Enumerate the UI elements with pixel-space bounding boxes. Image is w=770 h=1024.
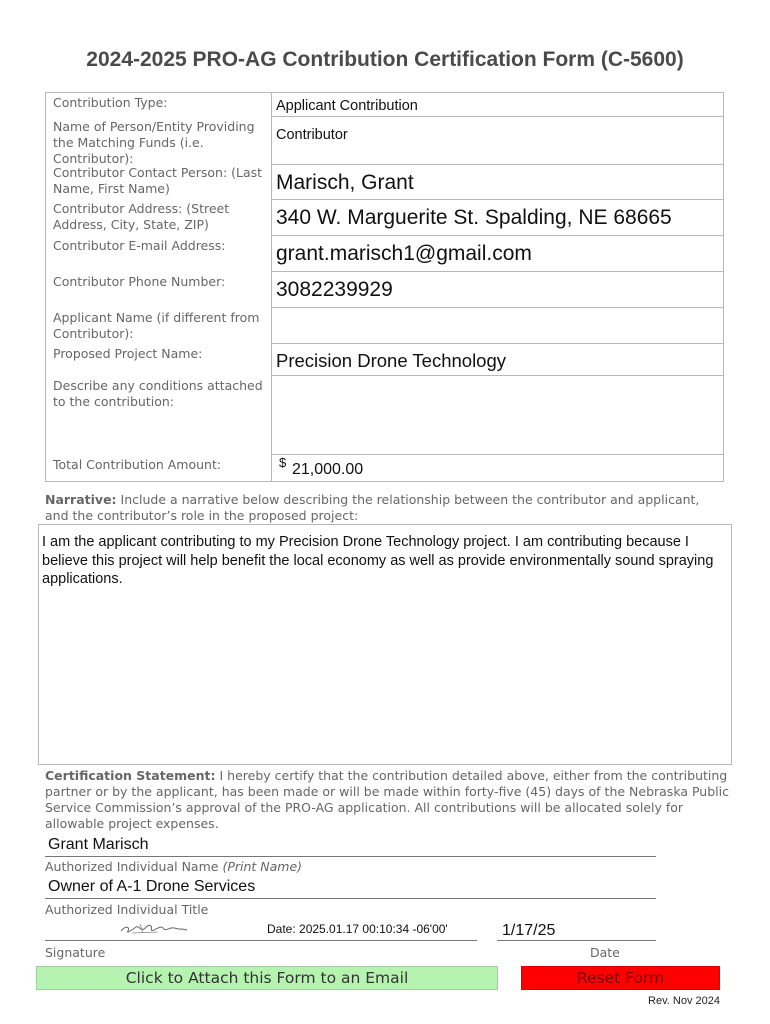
authorized-name-caption-text: Authorized Individual Name [45, 859, 219, 874]
row-project-name [46, 344, 723, 376]
revision-note: Rev. Nov 2024 [648, 995, 720, 1007]
authorized-title-value[interactable]: Owner of A-1 Drone Services [48, 878, 256, 895]
form-title: 2024-2025 PRO-AG Contribution Certification Form (C-5600) [86, 48, 684, 71]
certification-heading: Certification Statement: [45, 768, 216, 783]
reset-form-button[interactable]: Reset Form [521, 966, 720, 990]
contact-person-value: Marisch, Grant [276, 171, 414, 194]
conditions-label: Describe any conditions attached to the contribution: [53, 378, 263, 409]
authorized-title-caption: Authorized Individual Title [45, 902, 209, 917]
certification-text: I hereby certify that the contribution detailed above, either from the contributing partner or by the applicant, has been made or will be made within forty-five (45) days of the Nebraska Public Service Commission’s approval of the PRO-AG application. All contributions will be allocated solely for allowable project expenses. [45, 768, 729, 831]
row-conditions [46, 376, 723, 455]
narrative-instructions-text: Include a narrative below describing the relationship between the contributor and applicant, and the contributor’s role in the proposed project: [45, 492, 700, 523]
project-name-value: Precision Drone Technology [276, 350, 507, 371]
row-email [46, 236, 723, 272]
authorized-name-value[interactable]: Grant Marisch [48, 836, 149, 853]
authorized-name-line [45, 856, 656, 857]
person-entity-label: Name of Person/Entity Providing the Matching Funds (i.e. Contributor): [53, 119, 255, 166]
narrative-text: I am the applicant contributing to my Precision Drone Technology project. I am contributing because I believe this project will help benefit the local economy as well as provide environmentally sound spraying applications. [42, 534, 714, 587]
address-value: 340 W. Marguerite St. Spalding, NE 68665 [276, 206, 672, 229]
email-label: Contributor E-mail Address: [53, 238, 226, 253]
row-applicant-name [46, 308, 723, 344]
date-line [497, 940, 656, 941]
row-contribution-type [46, 93, 723, 117]
conditions-field[interactable] [271, 376, 723, 455]
authorized-title-line [45, 898, 656, 899]
print-name-note: (Print Name) [222, 859, 303, 874]
row-address [46, 200, 723, 236]
total-amount-value: 21,000.00 [292, 461, 364, 478]
handwritten-signature [118, 918, 190, 938]
phone-value: 3082239929 [276, 278, 393, 301]
project-name-label: Proposed Project Name: [53, 346, 203, 361]
date-caption: Date [590, 945, 620, 960]
applicant-name-label: Applicant Name (if different from Contributor): [53, 310, 260, 341]
address-label: Contributor Address: (Street Address, City, State, ZIP) [53, 201, 230, 232]
narrative-heading: Narrative: [45, 492, 117, 507]
contact-person-label: Contributor Contact Person: (Last Name, First Name) [53, 165, 263, 196]
contribution-type-label: Contribution Type: [53, 95, 168, 110]
attach-email-button[interactable]: Click to Attach this Form to an Email [36, 966, 498, 990]
row-contact-person [46, 165, 723, 200]
contribution-type-value: Applicant Contribution [276, 98, 418, 114]
authorized-name-caption [45, 859, 302, 874]
signature-caption: Signature [45, 945, 106, 960]
row-total-amount [46, 455, 723, 482]
narrative-instructions [45, 492, 725, 524]
row-person-entity [46, 117, 723, 165]
row-phone [46, 272, 723, 308]
contribution-table [45, 92, 724, 482]
person-entity-value: Contributor [276, 127, 348, 143]
certification-statement [45, 768, 735, 832]
signature-line[interactable] [45, 940, 477, 941]
applicant-name-field[interactable] [271, 308, 723, 344]
signature-date-stamp: Date: 2025.01.17 00:10:34 -06'00' [267, 922, 448, 936]
email-value: grant.marisch1@gmail.com [276, 242, 532, 265]
currency-symbol: $ [279, 455, 287, 470]
total-amount-label: Total Contribution Amount: [53, 457, 222, 472]
phone-label: Contributor Phone Number: [53, 274, 226, 289]
date-value[interactable]: 1/17/25 [502, 922, 556, 939]
